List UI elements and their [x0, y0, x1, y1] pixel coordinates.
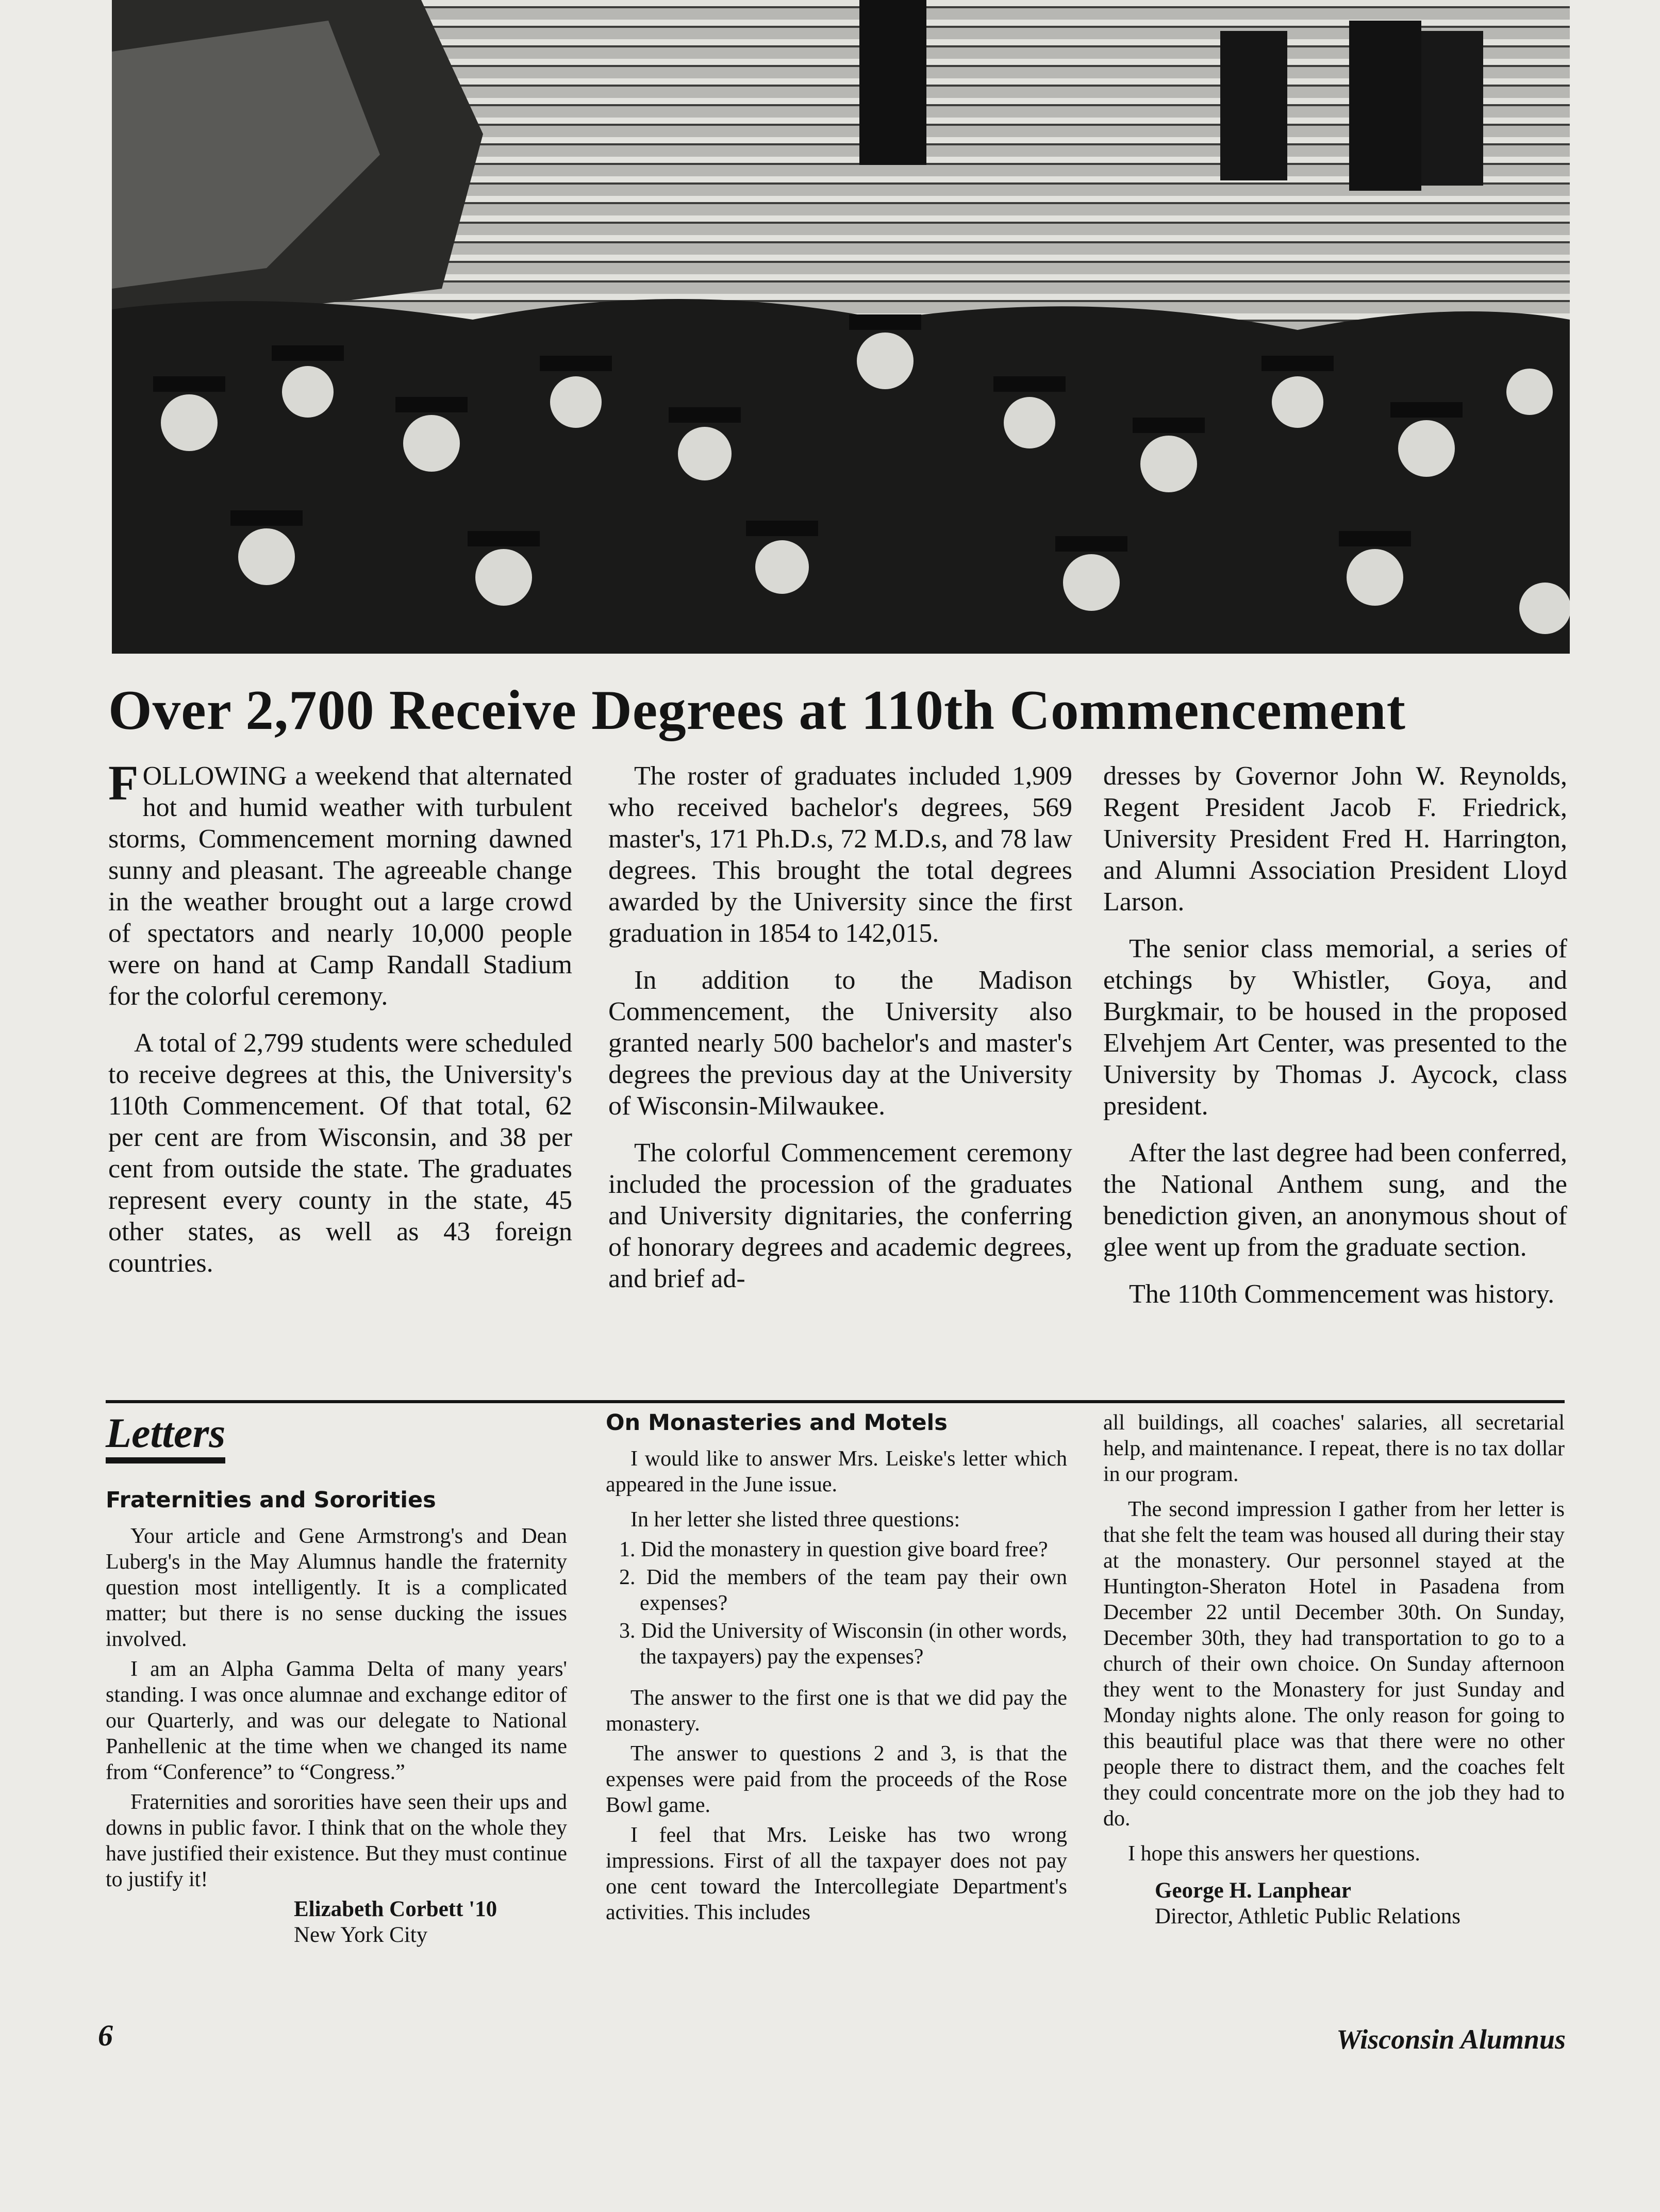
signature-title: Director, Athletic Public Relations — [1155, 1904, 1460, 1928]
letter-paragraph: Your article and Gene Armstrong's and Dean Luberg's in the May Alumnus handle the fraternity question most intelligently. It is a complicated matter; but there is no sense ducking the issues involved. — [106, 1524, 567, 1651]
article-paragraph — [108, 755, 572, 1012]
letter-paragraph: I hope this answers her questions. — [1128, 1842, 1420, 1866]
letter-paragraph: The answer to the first one is that we did pay the monastery. — [606, 1686, 1067, 1736]
article-paragraph: A total of 2,799 students were scheduled to receive degrees at this, the University's 110th Commencement. Of that total, 62 per cent are from Wisconsin, and 38 per cent from outside the state. The graduates represent every county in the state, 45 other states, as well as 43 foreign countries. — [108, 1028, 572, 1278]
article-column-2 — [608, 760, 1072, 1310]
article-paragraph: dresses by Governor John W. Reynolds, Regent President Jacob F. Friedrick, University President Fred H. Harrington, and Alumni Association President Lloyd Larson. — [1103, 761, 1567, 917]
article-column-3 — [1103, 760, 1567, 1325]
signature-name: Elizabeth Corbett '10 — [294, 1897, 497, 1921]
signature-place: New York City — [294, 1922, 428, 1947]
letter-paragraph: The answer to questions 2 and 3, is that the expenses were paid from the proceeds of the Rose Bowl game. — [606, 1741, 1067, 1817]
article-paragraph: In addition to the Madison Commencement, the University also granted nearly 500 bachelor's and master's degrees the previous day at the University of Wisconsin-Milwaukee. — [608, 966, 1072, 1121]
letter-monasteries — [606, 1410, 1067, 1930]
letter-paragraph: I am an Alpha Gamma Delta of many years' standing. I was once alumnae and exchange editor of our Quarterly, and was our delegate to National Panhellenic at the time when we changed its name from “Conference” to “Congress.” — [106, 1657, 567, 1784]
article-paragraph: After the last degree had been conferred, the National Anthem sung, and the benediction given, an anonymous shout of glee went up from the graduate section. — [1103, 1138, 1567, 1262]
letter-signature — [1155, 1878, 1565, 1930]
letter-paragraph: I feel that Mrs. Leiske has two wrong impressions. First of all the taxpayer does not pay one cent toward the Intercollegiate Department's activities. This includes — [606, 1823, 1067, 1924]
letter-paragraph: The second impression I gather from her letter is that she felt the team was housed all during their stay at the monastery. Our personnel stayed at the Huntington-Sheraton Hotel in Pasadena from December 22 until December 30th. On Sunday, December 30th, they had transportation to go to a church of their own choice. On Sunday afternoon they went to the Monastery for just Sunday and Monday nights alone. The only reason for going to this beautiful place was that there were no other people there to distract them, and the coaches felt they could concentrate more on the job they had to do. — [1103, 1498, 1565, 1831]
article-paragraph: The 110th Commencement was history. — [1129, 1279, 1555, 1309]
signature-name: George H. Lanphear — [1155, 1878, 1351, 1903]
letter-heading: On Monasteries and Motels — [606, 1410, 948, 1436]
letter-heading: Fraternities and Sororities — [106, 1487, 436, 1513]
commencement-graduates-photo — [112, 0, 1570, 654]
letter-monasteries-continued — [1103, 1410, 1565, 1930]
list-item: 3. Did the University of Wisconsin (in other words, the taxpayers) pay the expenses? — [619, 1619, 1067, 1669]
list-item: 2. Did the members of the team pay their own expenses? — [619, 1565, 1067, 1615]
letters-section-title: Letters — [106, 1410, 225, 1463]
article-paragraph: The roster of graduates included 1,909 who received bachelor's degrees, 569 master's, 171 Ph.D.s, 72 M.D.s, and 78 law degrees. This brought the total degrees awarded by the University since the first graduation in 1854 to 142,015. — [608, 761, 1072, 948]
page-number: 6 — [98, 2019, 113, 2052]
drop-cap: F — [108, 755, 139, 810]
letter-paragraph: In her letter she listed three questions: — [630, 1507, 960, 1532]
article-paragraph: The colorful Commencement ceremony included the procession of the graduates and University dignitaries, the conferring of honorary degrees and academic degrees, and brief ad- — [608, 1138, 1072, 1293]
letter-signature — [294, 1897, 567, 1948]
article-paragraph: The senior class memorial, a series of etchings by Whistler, Goya, and Burgkmair, to be housed in the proposed Elvehjem Art Center, was presented to the University by Thomas J. Aycock, class president. — [1103, 934, 1567, 1121]
section-divider — [106, 1400, 1565, 1403]
commencement-photo — [112, 0, 1570, 654]
letter-paragraph: Fraternities and sororities have seen their ups and downs in public favor. I think that on the whole they have justified their existence. But they must continue to justify it! — [106, 1790, 567, 1891]
magazine-name: Wisconsin Alumnus — [1336, 2024, 1566, 2055]
question-list — [606, 1537, 1067, 1670]
article-column-1 — [108, 755, 572, 1294]
list-item: 1. Did the monastery in question give board free? — [619, 1537, 1048, 1561]
letter-fraternities — [106, 1487, 567, 1948]
letter-paragraph: I would like to answer Mrs. Leiske's letter which appeared in the June issue. — [606, 1446, 1067, 1496]
letter-paragraph: all buildings, all coaches' salaries, all secretarial help, and maintenance. I repeat, there is no tax dollar in our program. — [1103, 1411, 1565, 1486]
article-headline: Over 2,700 Receive Degrees at 110th Commencement — [108, 679, 1406, 741]
article-text: OLLOWING a weekend that alternated hot and humid weather with turbulent storms, Commencement morning dawned sunny and pleasant. The agreeable change in the weather brought out a large crowd of spectators and nearly 10,000 people were on hand at Camp Randall Stadium for the colorful ceremony. — [108, 761, 572, 1011]
